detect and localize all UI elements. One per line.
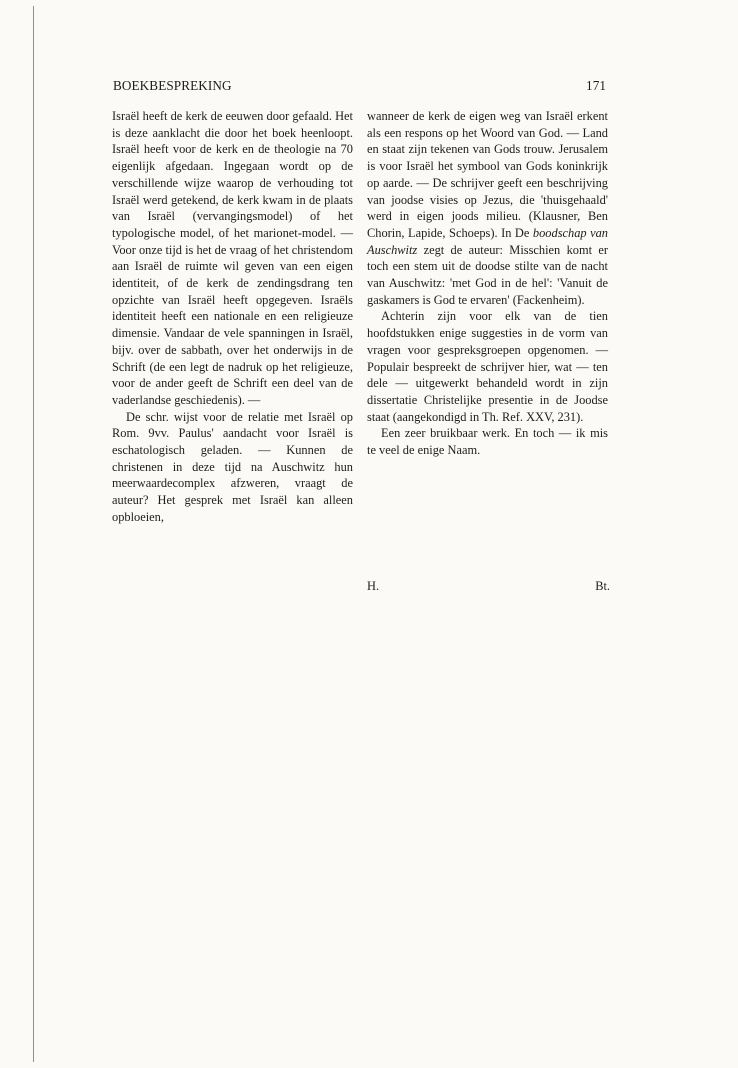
left-paragraph-2: De schr. wijst voor de relatie met Israël op Rom. 9vv. Paulus' aandacht voor Israël is eschatologisch geladen. — Kunnen de christenen in deze tijd na Auschwitz hun meerwaardecomplex afzweren, vraagt de auteur? Het gesprek met Israël kan alleen opbloeien, <box>112 409 353 524</box>
page-number: 171 <box>586 78 607 93</box>
signature-initials: Bt. <box>595 579 610 593</box>
right-paragraph-1-text-a: wanneer de kerk de eigen weg van Israël erkent als een respons op het Woord van God. — Land en staat zijn tekenen van Gods trouw. Jerusalem is voor Israël het symbool van Gods koninkrijk op aarde. — De schrijver geeft een beschrijving van joodse visies op Jezus, die 'thuisgehaald' werd in eigen joods milieu. (Klausner, Ben Chorin, Lapide, Schoeps). In De <box>367 109 608 240</box>
right-paragraph-2: Achterin zijn voor elk van de tien hoofdstukken enige suggesties in de vorm van vragen voor gespreksgroepen opgenomen. — Populair bespreekt de schrijver hier, wat — ten dele — uitgewerkt behandeld wordt in zijn dissertatie Christelijke presentie in de Joodse staat (aangekondigd in Th. Ref. XXV, 231). <box>367 309 608 424</box>
right-paragraph-1-text-b: zegt de auteur: Misschien komt er toch een stem uit de doodse stilte van de nacht van Auschwitz: 'met God in de hel': 'Vanuit de gaskamers is God te ervaren' (Fackenheim). <box>367 242 608 307</box>
right-paragraph-1 <box>367 108 608 308</box>
section-title: BOEKBESPREKING <box>113 78 232 93</box>
right-column <box>367 108 608 459</box>
right-paragraph-3: Een zeer bruikbaar werk. En toch — ik mis te veel de enige Naam. <box>367 426 608 458</box>
book-title-italic: boodschap van Auschwitz <box>367 225 609 257</box>
running-head <box>0 78 738 98</box>
signature-place: H. <box>367 579 380 593</box>
left-column <box>112 108 353 526</box>
left-paragraph-1: Israël heeft de kerk de eeuwen door gefaald. Het is deze aanklacht die door het boek heenloopt. Israël heeft voor de kerk en de theologie na 70 eigenlijk afgedaan. Ingegaan wordt op de verschillende wijze waarop de verhouding tot Israël werd getekend, de kerk kwam in de plaats van Israël (vervangingsmodel) of het typologische model, of het marionet-model. — Voor onze tijd is het de vraag of het christendom aan Israël de ruimte wil geven van een eigen identiteit, of de kerk de zendingsdrang ten opzichte van Israël heeft opgegeven. Israëls identiteit heeft een nationale en een religieuze dimensie. Vandaar de vele spanningen in Israël, bijv. over de sabbath, over het onderwijs in de Schrift (de een legt de nadruk op het religieuze, voor de ander geeft de Schrift een deel van de vaderlandse geschiedenis). — <box>112 109 353 407</box>
scan-binding-edge <box>33 6 34 1062</box>
